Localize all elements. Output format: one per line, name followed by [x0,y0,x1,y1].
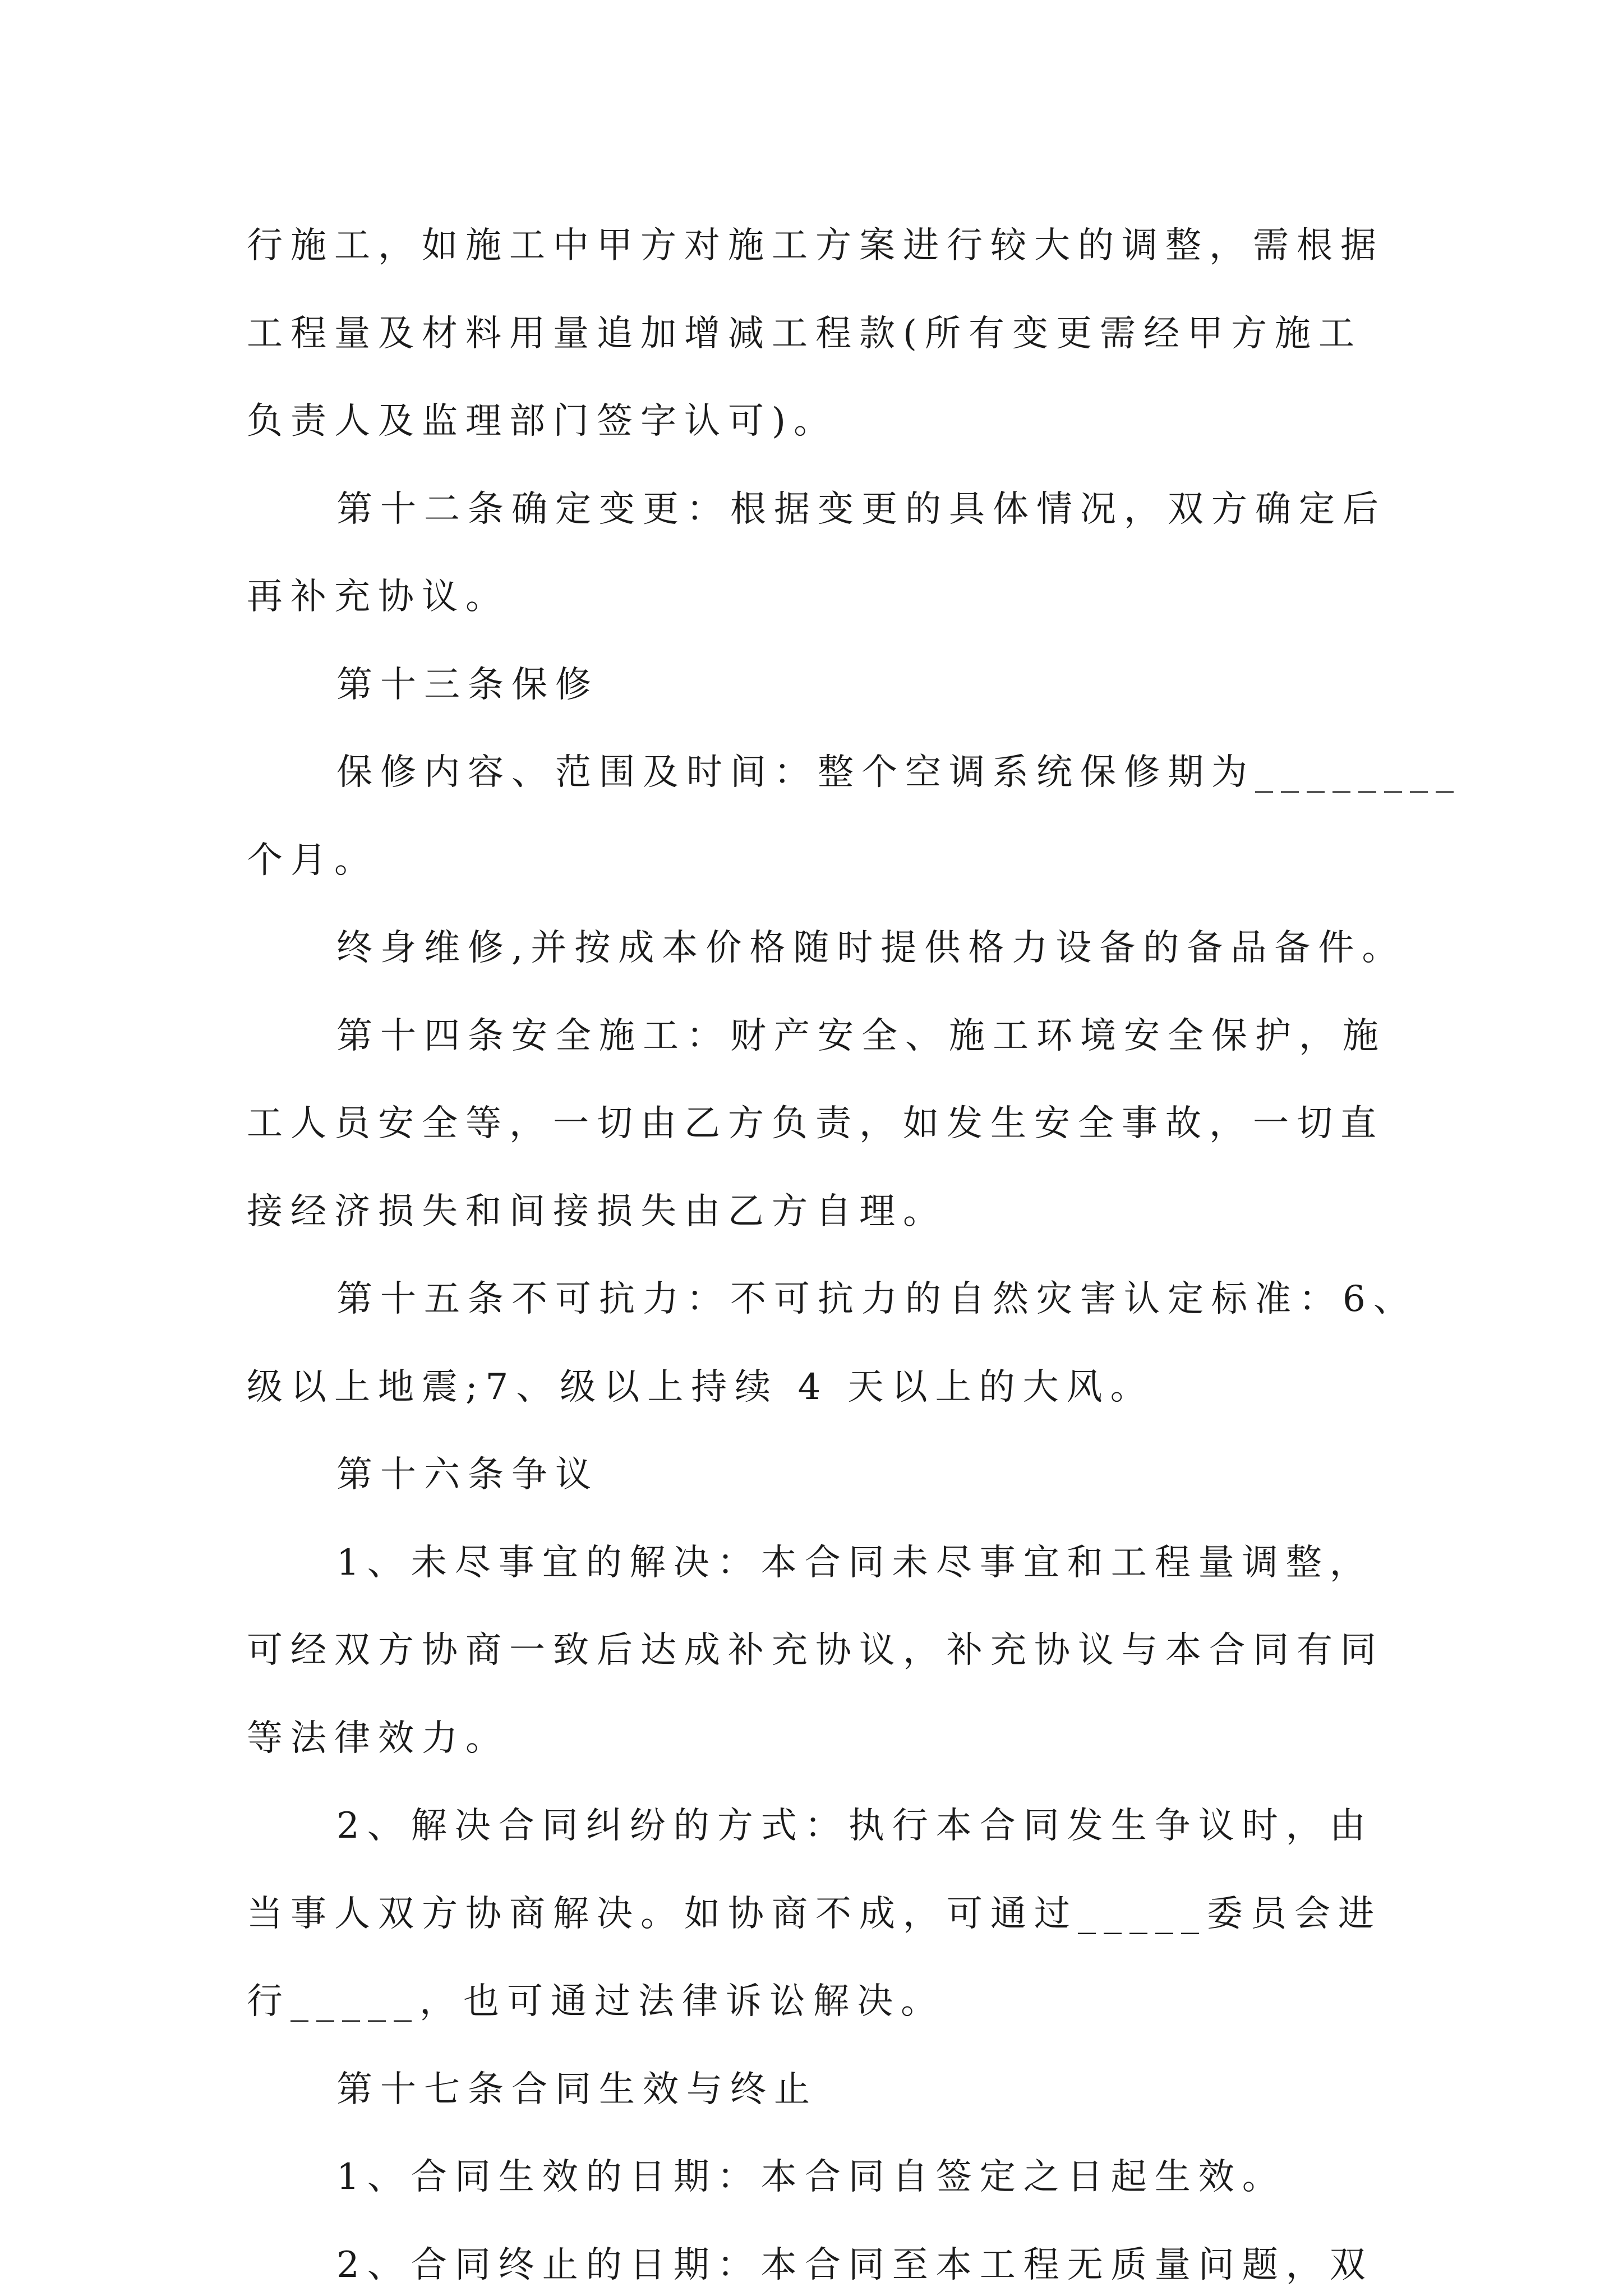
text-line: 接经济损失和间接损失由乙方自理。 [247,1191,947,1232]
text-line: 级以上地震;7、级以上持续 4 天以上的大风。 [247,1366,1154,1408]
section-heading: 第十六条争议 [336,1454,599,1496]
text-line: 工人员安全等，一切由乙方负责，如发生安全事故，一切直 [247,1103,1384,1144]
text-line: 个月。 [247,840,378,881]
section-heading: 第十三条保修 [336,664,599,706]
text-line: 保修内容、范围及时间：整个空调系统保修期为________ [336,752,1461,793]
text-line: 行_____，也可通过法律诉讼解决。 [247,1981,944,2022]
text-line: 2、解决合同纠纷的方式：执行本合同发生争议时，由 [336,1805,1373,1847]
text-line: 负责人及监理部门签字认可)。 [247,401,837,442]
text-line: 可经双方协商一致后达成补充协议，补充协议与本合同有同 [247,1630,1384,1671]
text-line: 第十四条安全施工：财产安全、施工环境安全保护，施 [336,1015,1386,1057]
text-line: 工程量及材料用量追加增减工程款(所有变更需经甲方施工 [247,313,1362,355]
text-line: 等法律效力。 [247,1718,509,1759]
text-line: 1、合同生效的日期：本合同自签定之日起生效。 [336,2156,1286,2198]
text-line: 1、未尽事宜的解决：本合同未尽事宜和工程量调整， [336,1542,1373,1584]
text-line: 第十二条确定变更：根据变更的具体情况，双方确定后 [336,489,1386,530]
section-heading: 第十七条合同生效与终止 [336,2069,818,2110]
text-line: 行施工，如施工中甲方对施工方案进行较大的调整，需根据 [247,225,1384,266]
text-line: 2、合同终止的日期：本合同至本工程无质量问题，双 [336,2244,1373,2286]
text-line: 第十五条不可抗力：不可抗力的自然灾害认定标准：6、 [336,1278,1417,1320]
text-line: 当事人双方协商解决。如协商不成，可通过_____委员会进 [247,1893,1382,1935]
text-line: 终身维修,并按成本价格随时提供格力设备的备品备件。 [336,927,1406,969]
text-line: 再补充协议。 [247,576,509,618]
